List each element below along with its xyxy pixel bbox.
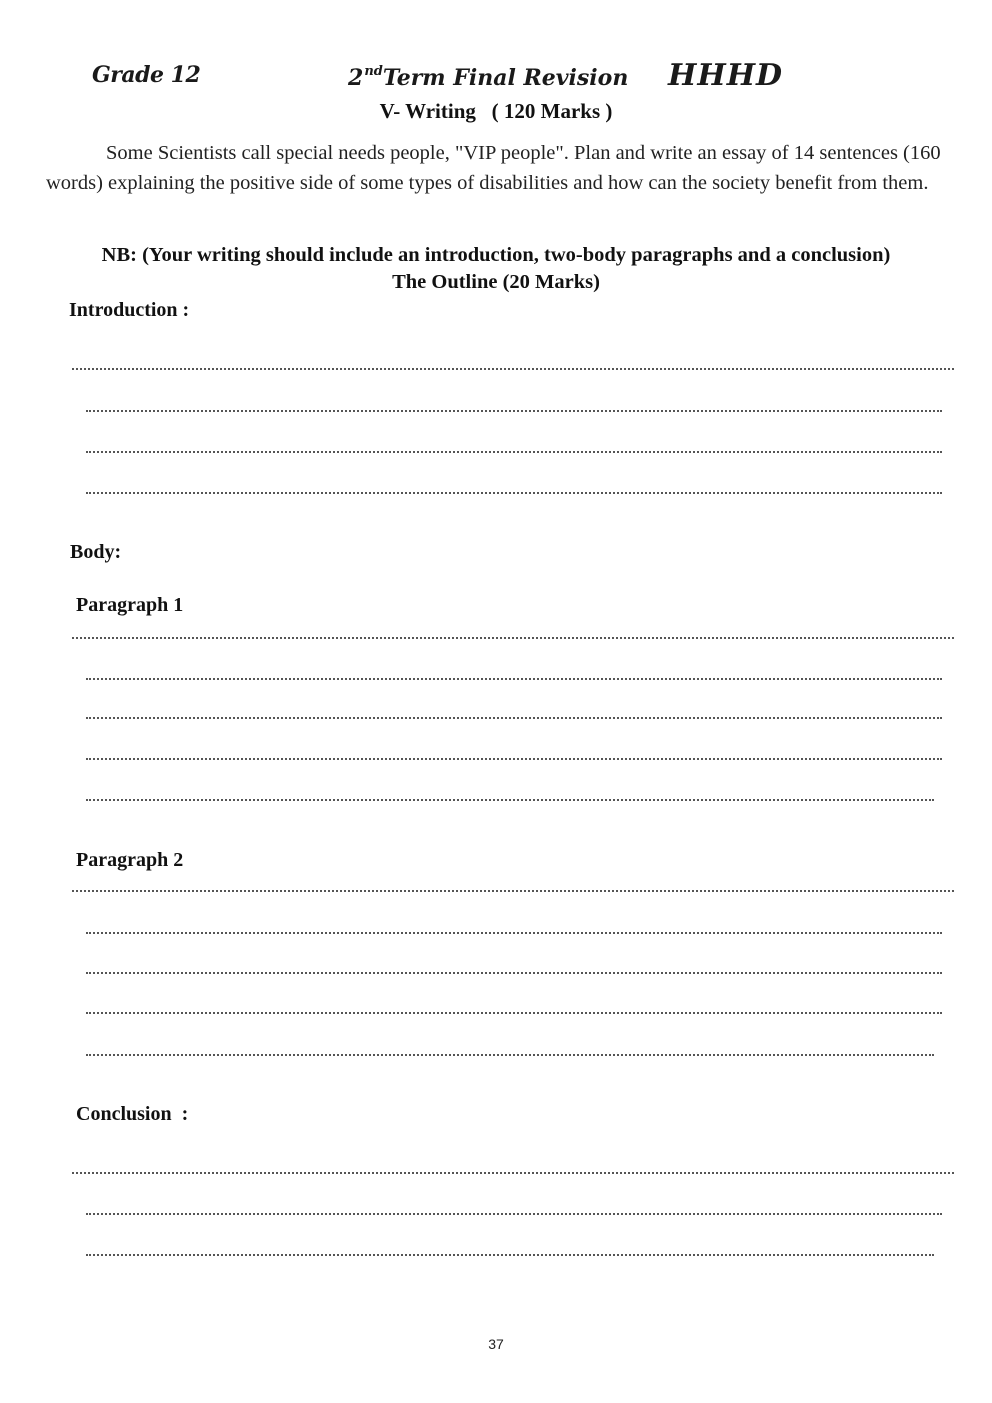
essay-prompt <box>46 138 946 198</box>
paragraph-2-label: Paragraph 2 <box>76 849 184 871</box>
body-label: Body: <box>70 541 122 563</box>
section-title: V- Writing ( 120 Marks ) <box>379 99 613 123</box>
paragraph-1-line[interactable] <box>86 799 934 801</box>
conclusion-label: Conclusion : <box>76 1103 189 1125</box>
paragraph-2-line[interactable] <box>86 1012 942 1014</box>
outline-title: The Outline (20 Marks) <box>392 271 600 293</box>
instructions-note: NB: (Your writing should include an introduction, two-body paragraphs and a conclusion) <box>101 244 891 266</box>
paragraph-1-line[interactable] <box>86 758 942 760</box>
header-grade: Grade 12 <box>92 62 201 88</box>
paragraph-2-line[interactable] <box>86 932 942 934</box>
term-number: 2 <box>348 65 364 91</box>
header-code: HHHD <box>668 58 784 93</box>
essay-prompt-text: Some Scientists call special needs people, "VIP people". Plan and write an essay of 14 sentences (160 words) explaining the positive side of some types of disabilities and how can the society benefit from them. <box>46 142 941 194</box>
paragraph-2-line[interactable] <box>86 972 942 974</box>
header-term-title <box>348 64 628 91</box>
page-number: 37 <box>488 1336 504 1352</box>
introduction-line[interactable] <box>86 451 942 453</box>
paragraph-1-line[interactable] <box>86 717 942 719</box>
introduction-label: Introduction : <box>69 299 190 321</box>
conclusion-line[interactable] <box>72 1172 954 1174</box>
term-title-text: Term Final Revision <box>382 65 629 91</box>
introduction-line[interactable] <box>86 410 942 412</box>
paragraph-1-line[interactable] <box>86 678 942 680</box>
introduction-line[interactable] <box>86 492 942 494</box>
term-ordinal: nd <box>364 64 383 79</box>
paragraph-2-line[interactable] <box>72 890 954 892</box>
paragraph-1-label: Paragraph 1 <box>76 594 184 616</box>
conclusion-line[interactable] <box>86 1213 942 1215</box>
paragraph-2-line[interactable] <box>86 1054 934 1056</box>
introduction-line[interactable] <box>72 368 954 370</box>
paragraph-1-line[interactable] <box>72 637 954 639</box>
conclusion-line[interactable] <box>86 1254 934 1256</box>
